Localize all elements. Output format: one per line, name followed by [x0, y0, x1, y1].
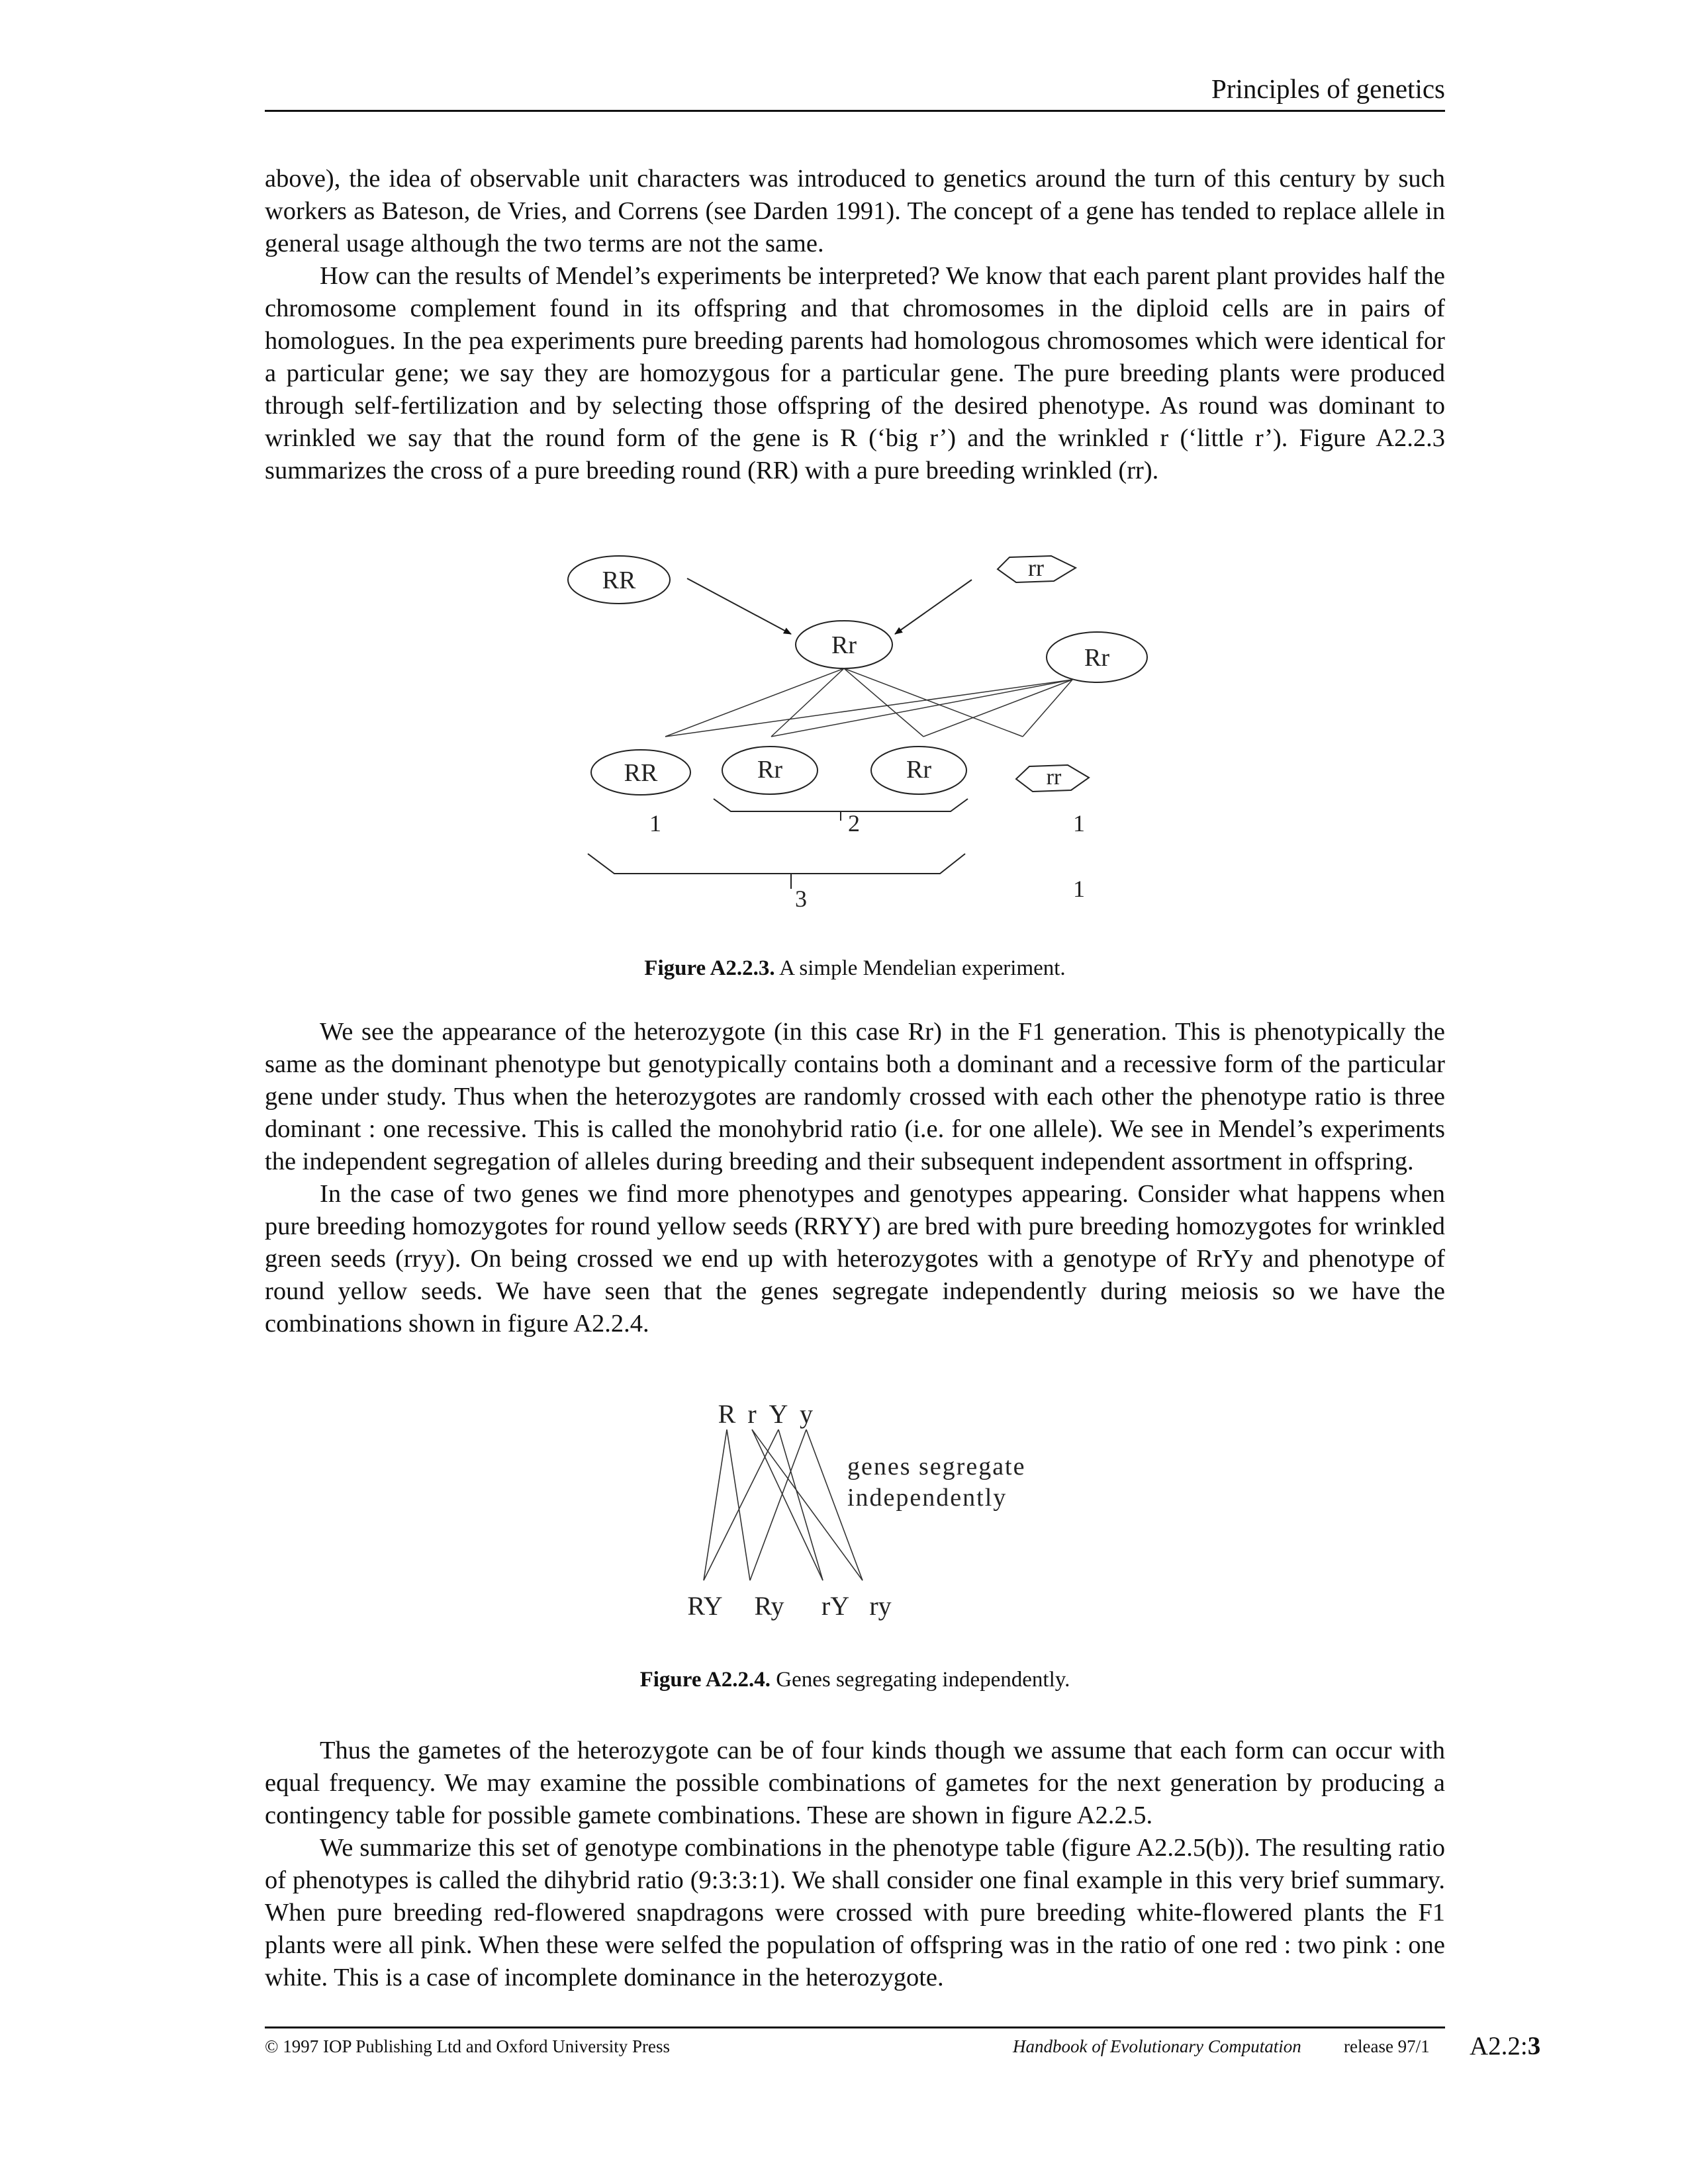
- ratio-total-dominant: 3: [795, 886, 807, 912]
- segregation-note: genes segregate: [847, 1453, 1026, 1480]
- offspring-label: Rr: [757, 756, 782, 784]
- gamete-label: RY: [687, 1591, 723, 1621]
- footer-release: release 97/1: [1344, 2036, 1430, 2056]
- offspring-label: Rr: [906, 756, 931, 784]
- page-number: [1470, 2033, 1540, 2060]
- figure-caption: [265, 1666, 1445, 1693]
- figure-caption-text: A simple Mendelian experiment.: [779, 956, 1066, 980]
- footer-rule: [265, 2026, 1445, 2028]
- gamete-label: ry: [869, 1591, 892, 1621]
- offspring-label: RR: [624, 759, 658, 787]
- ratio-count: 1: [649, 810, 661, 837]
- paragraph: How can the results of Mendel’s experiments be interpreted? We know that each parent plant provides half the chromosome complement found in its offspring and that chromosomes in the diploid cells are in pairs of homologues. In the pea experiments pure breeding parents had homologous chromosomes which were identical for a particular gene; we say they are homozygous for a particular gene. The pure breeding plants were produced through self-fertilization and by selecting those offspring of the desired phenotype. As round was dominant to wrinkled we say that the round form of the gene is R (‘big r’) and the wrinkled r (‘little r’). Figure A2.2.3 summarizes the cross of a pure breeding round (RR) with a pure breeding wrinkled (rr).: [265, 262, 1445, 484]
- ratio-count: 2: [848, 810, 860, 837]
- f1-left-label: Rr: [831, 631, 857, 659]
- paragraph: above), the idea of observable unit characters was introduced to genetics around the turn of this century by such workers as Bateson, de Vries, and Correns (see Darden 1991). The concept of a gene has tended to replace allele in general usage although the two terms are not the same.: [265, 165, 1445, 257]
- ratio-count: 1: [1073, 810, 1085, 837]
- allele-label: R: [718, 1399, 736, 1429]
- paragraph: We summarize this set of genotype combinations in the phenotype table (figure A2.2.5(b)). The resulting ratio of phenotypes is called the dihybrid ratio (9:3:3:1). We shall consider one final example in this very brief summary. When pure breeding red-flowered snapdragons were crossed with pure breeding white-flowered plants the F1 plants were all pink. When these were selfed the population of offspring was in the ratio of one red : two pink : one white. This is a case of incomplete dominance in the heterozygote.: [265, 1834, 1445, 1991]
- figure-label: Figure A2.2.3.: [644, 956, 775, 980]
- paragraph: Thus the gametes of the heterozygote can be of four kinds though we assume that each form can occur with equal frequency. We may examine the possible combinations of gametes for the next generation by producing a contingency table for possible gamete combinations. These are shown in figure A2.2.5.: [265, 1737, 1445, 1829]
- segregation-lines: [704, 1430, 863, 1580]
- figure-label: Figure A2.2.4.: [639, 1668, 771, 1692]
- gamete-label: rY: [821, 1591, 850, 1621]
- parent-rr-recessive-label: rr: [1028, 555, 1044, 581]
- parent-rr-dominant-label: RR: [602, 567, 636, 594]
- text-block-bottom: [265, 1735, 1445, 1994]
- f1-right-label: Rr: [1084, 644, 1109, 672]
- section-prefix: A2.2:: [1470, 2032, 1528, 2060]
- page-number-value: 3: [1527, 2032, 1541, 2060]
- footer-copyright: © 1997 IOP Publishing Ltd and Oxford University Press: [265, 2036, 670, 2056]
- paragraph: We see the appearance of the heterozygote (in this case Rr) in the F1 generation. This is phenotypically the same as the dominant phenotype but genotypically contains both a dominant and a recessive form of the particular gene under study. Thus when the heterozygotes are randomly crossed with each other the phenotype ratio is three dominant : one recessive. This is called the monohybrid ratio (i.e. for one allele). We see in Mendel’s experiments the independent segregation of alleles during breeding and their subsequent independent assortment in offspring.: [265, 1018, 1445, 1175]
- allele-label: y: [800, 1399, 813, 1429]
- running-head: Principles of genetics: [265, 71, 1445, 112]
- allele-label: Y: [769, 1399, 788, 1429]
- ratio-total-recessive: 1: [1073, 876, 1085, 902]
- segregation-note: independently: [847, 1484, 1008, 1512]
- figure-caption-text: Genes segregating independently.: [776, 1668, 1070, 1692]
- allele-label: r: [747, 1399, 757, 1429]
- offspring-label: rr: [1046, 765, 1062, 790]
- footer-book-title: Handbook of Evolutionary Computation: [1013, 2036, 1301, 2056]
- paragraph: In the case of two genes we find more phenotypes and genotypes appearing. Consider what happens when pure breeding homozygotes for round yellow seeds (RRYY) are bred with pure breeding homozygotes for wrinkled green seeds (rryy). On being crossed we end up with heterozygotes with a genotype of RrYy and phenotype of round yellow seeds. We have seen that the genes segregate independently during meiosis so we have the combinations shown in figure A2.2.4.: [265, 1180, 1445, 1338]
- gamete-label: Ry: [754, 1591, 784, 1621]
